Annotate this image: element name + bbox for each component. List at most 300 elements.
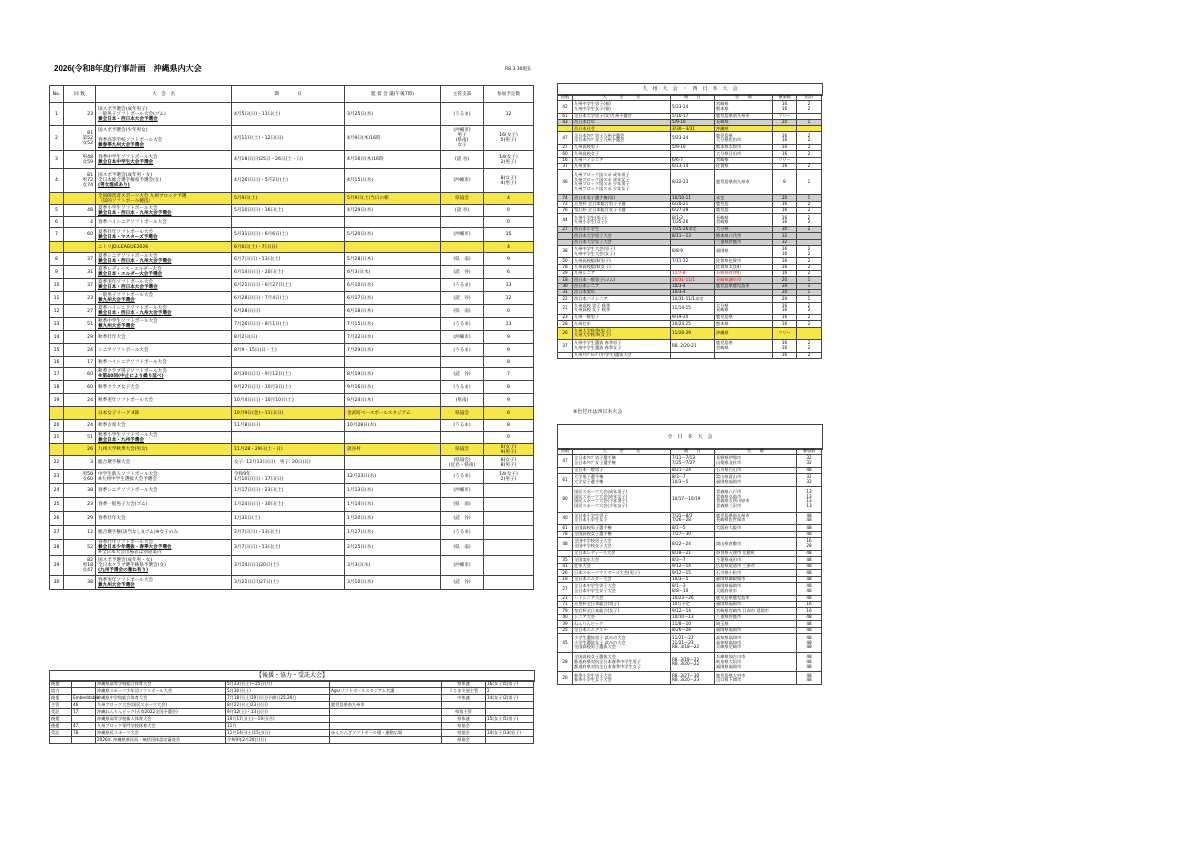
host-branch: (沖縄市)	[441, 331, 484, 344]
host-branch: (読 谷)	[441, 266, 484, 279]
zenkoku-venue: 奈良県天理市 広陵町	[715, 550, 797, 556]
expected-teams: 14(女子) 2(男子)	[484, 470, 534, 484]
schedule-row	[50, 357, 534, 368]
column-header: 会 場	[715, 449, 797, 455]
kyushu-section-title: 九 州 大 会 ・ 西 日 本 大 会	[557, 83, 823, 96]
manager-meeting: 7月15日(水)	[345, 318, 441, 331]
zenkoku-teams: 48	[797, 595, 822, 601]
zenkoku-count: 35	[558, 557, 573, 563]
manager-meeting: 5月28日(木)	[345, 253, 441, 266]
kyushu-date: 8/8-9	[671, 245, 715, 258]
manager-meeting	[345, 357, 441, 368]
kyushu-teams: 16 16	[773, 302, 797, 315]
row-number: 9	[50, 266, 64, 279]
edition-count: 12	[64, 526, 96, 540]
kyushu-date	[671, 352, 715, 358]
event-date: 6月28日(日)	[232, 305, 345, 318]
support-venue	[330, 723, 442, 730]
edition-count: 37	[64, 279, 96, 292]
kyushu-event: 九州中学生大会(男子) 九州中学生大会(女子)	[573, 245, 671, 258]
row-number	[50, 242, 64, 253]
zenkoku-event: 全日本エルダー大会	[573, 576, 671, 582]
kyushu-count: 46	[558, 170, 573, 195]
edition-count: 38	[64, 576, 96, 590]
kyushu-row	[558, 214, 822, 227]
kyushu-venue: 長崎県	[715, 119, 773, 125]
kyushu-date: 11/28-29	[671, 327, 715, 340]
support-date: 11月	[226, 723, 330, 730]
kyushu-event: 西日本壮年	[573, 119, 671, 125]
kyushu-venue: 長崎県諫早市	[715, 277, 773, 283]
support-teams	[486, 737, 534, 744]
support-type: 受託	[50, 730, 72, 737]
support-type: 主管	[50, 702, 72, 709]
event-name: 春季ハイシニアソフトボール大会	[96, 217, 232, 228]
support-venue	[330, 716, 442, 723]
event-date: 6月28日(日)・7月4日(土)	[232, 292, 345, 305]
zenkoku-teams: 32 32	[797, 455, 822, 468]
event-date	[232, 357, 345, 368]
row-number: 5	[50, 205, 64, 217]
zenkoku-teams: 48 48	[797, 672, 822, 685]
support-date: 10月17日(土)～19日(月)	[226, 716, 330, 723]
kyushu-date: 6/6-7	[671, 157, 715, 163]
schedule-row	[50, 344, 534, 357]
kyushu-venue: 未定	[715, 195, 773, 201]
zenkoku-event: 全国高校女子選手権	[573, 531, 671, 537]
kyushu-row	[558, 340, 822, 353]
row-number: 21	[50, 432, 64, 444]
event-date: 4月5日(日)・11日(土)	[232, 103, 345, 126]
column-header: 回数	[558, 95, 573, 101]
event-date	[232, 217, 345, 228]
schedule-row	[50, 407, 534, 420]
support-host: 県協会	[442, 737, 486, 744]
kyushu-date: 10/24,25	[671, 321, 715, 327]
kyushu-venue: 熊本県八代市	[715, 233, 773, 239]
zenkoku-count: 61	[558, 474, 573, 487]
edition-count: 37	[64, 253, 96, 266]
zenkoku-date: 7/31～8/3 7/26～28	[671, 512, 715, 525]
schedule-row	[50, 484, 534, 498]
zenkoku-date: 8/3～7 10/3～5	[671, 474, 715, 487]
support-venue	[330, 681, 442, 688]
row-number: 20	[50, 420, 64, 432]
event-date: 3月21日(日)27日(土)	[232, 576, 345, 590]
kyushu-venue: 佐賀県佐賀市	[715, 258, 773, 264]
zenkoku-count: 28	[558, 653, 573, 672]
kyushu-stay: 1	[797, 296, 822, 302]
zenkoku-count: 18	[558, 576, 573, 582]
kyushu-teams: 16 16	[773, 245, 797, 258]
zenkoku-date: 8/22～24	[671, 538, 715, 551]
support-venue	[330, 709, 442, 716]
expected-teams: 8(女子) 4(男子)	[484, 169, 534, 193]
zenkoku-count: 27	[558, 582, 573, 595]
zenkoku-date: 7/27～30	[671, 531, 715, 537]
support-host: 県体連	[442, 681, 486, 688]
event-name: 春季シニアソフトボール大会	[96, 484, 232, 498]
kyushu-stay: 2	[797, 145, 822, 151]
zenkoku-venue: 宮崎県宮崎市 日向市 延岡市	[715, 608, 797, 614]
zenkoku-teams: 48	[797, 563, 822, 569]
zenkoku-count: 80	[558, 486, 573, 512]
schedule-row	[50, 470, 534, 484]
row-number	[50, 193, 64, 205]
kyushu-date: 8/22-23	[671, 170, 715, 195]
support-teams: 2	[486, 688, 534, 695]
event-date: 3月14日(日)20日(土)	[232, 556, 345, 576]
row-number: 1	[50, 103, 64, 126]
manager-meeting: 4月29日(水)	[345, 205, 441, 217]
kyushu-count: 44	[558, 214, 573, 227]
zenkoku-venue: 福岡県福岡市 大阪府泉市	[715, 582, 797, 595]
event-name: 中学生新人ソフトボール大会 ※九州中学生選抜大会予選会	[96, 470, 232, 484]
support-teams: 14(女子)2(男子)	[486, 695, 534, 702]
edition-count: 17	[64, 357, 96, 368]
zenkoku-count: 25	[558, 627, 573, 633]
event-date: 6月6日(土)・7日(日)	[232, 242, 345, 253]
kyushu-stay: 2	[797, 163, 822, 169]
kyushu-count: 28	[558, 321, 573, 327]
edition-count: 51	[64, 432, 96, 444]
event-date: 6月14日(日)・20日(土)	[232, 266, 345, 279]
event-name: 夏季レディース・エルダー大会 兼全日本・エルダー大会予選会	[96, 266, 232, 279]
schedule-row	[50, 394, 534, 407]
kyushu-teams: 16 16	[773, 214, 797, 227]
kyushu-venue: 三重県鈴鹿市	[715, 239, 773, 245]
edition-count: 29	[64, 512, 96, 526]
event-date: 女子: 12月13日(日) 男子: 20日(日)	[232, 456, 345, 470]
event-date: 8月9・15日(日・土)	[232, 344, 345, 357]
row-number: 26	[50, 512, 64, 526]
row-number: 22	[50, 456, 64, 470]
support-venue	[330, 695, 442, 702]
kyushu-count	[558, 352, 573, 358]
kyushu-stay: 2	[797, 321, 822, 327]
kyushu-table	[557, 94, 822, 359]
kyushu-stay: 2	[797, 315, 822, 321]
manager-meeting: 6月18日(木)	[345, 305, 441, 318]
zenkoku-date: 8/18～21	[671, 550, 715, 556]
kyushu-teams: 16 16	[773, 101, 797, 114]
kyushu-date: 10/31-11/1未定	[671, 296, 715, 302]
kyushu-teams: 32	[773, 233, 797, 239]
edition-count	[64, 407, 96, 420]
support-date: 8月22日(土)23日(日)	[226, 702, 330, 709]
column-header: No.	[50, 86, 64, 103]
kyushu-event: 西日本一般男子(ゴム)	[573, 277, 671, 283]
event-name: ニトリJD.LEAGUE2026	[96, 242, 232, 253]
zenkoku-count: 45	[558, 634, 573, 653]
edition-count: 51	[64, 318, 96, 331]
kyushu-date: 11/14-15	[671, 302, 715, 315]
kyushu-count: 26	[558, 327, 573, 340]
zenkoku-teams: 48	[797, 550, 822, 556]
kyushu-venue: 鹿児島	[715, 201, 773, 207]
kyushu-stay: 2 2	[797, 302, 822, 315]
column-header: 大 会 名	[573, 449, 671, 455]
zenkoku-event: 全国高校女子選抜大会 都道府県対抗全日本春季中学生男子 都道府県対抗全日本春季中学生女子	[573, 653, 671, 672]
host-branch: (沖縄市)	[441, 169, 484, 193]
kyushu-event: 九州ハイシニア	[573, 157, 671, 163]
manager-meeting: 5月9日(土)当日の朝	[345, 193, 441, 205]
edition-count: 82 男18 女47	[64, 556, 96, 576]
kyushu-venue: 鹿児島県 大分県佐伯市	[715, 132, 773, 145]
manager-meeting: 3月3日(水)	[345, 556, 441, 576]
kyushu-stay: 1	[797, 195, 822, 201]
host-branch: 県協会	[441, 407, 484, 420]
support-host	[442, 702, 486, 709]
zenkoku-count: 47	[558, 455, 573, 468]
host-branch: (うるま)	[441, 470, 484, 484]
kyushu-date: 5/16-17	[671, 113, 715, 119]
kyushu-date: 5/9-10	[671, 145, 715, 151]
kyushu-teams: 16 16	[773, 132, 797, 145]
manager-meeting: 1月20日(水)	[345, 512, 441, 526]
kyushu-count: 74	[558, 195, 573, 201]
kyushu-stay: 2	[797, 226, 822, 232]
manager-meeting: 2月25日(水)	[345, 540, 441, 556]
expected-teams	[484, 512, 534, 526]
column-header: 監 督 会 議(午後7時)	[345, 86, 441, 103]
manager-meeting: 12月23日(水)	[345, 470, 441, 484]
zenkoku-event: 天皇杯全日本総合(男子)	[573, 602, 671, 608]
page-title: 2026(令和8年度)行事計画 沖縄県内大会	[54, 64, 202, 73]
edition-count: 4	[64, 217, 96, 228]
row-number: 23	[50, 470, 64, 484]
zenkoku-teams: 48 48	[797, 582, 822, 595]
kyushu-date: 7/11-12	[671, 258, 715, 264]
support-event: 沖縄ねんりんピック(天寿2022全国予選会)	[96, 709, 226, 716]
kyushu-stay	[797, 327, 822, 340]
manager-meeting: 4月9日(木)16時	[345, 126, 441, 151]
manager-meeting: 3月10日(水)	[345, 576, 441, 590]
kyushu-venue: 熊本県水俣市	[715, 145, 773, 151]
kyushu-count: 37	[558, 340, 573, 353]
manager-meeting: 金武町ベースボールスタジアム	[345, 407, 441, 420]
kyushu-date: 10/10-11	[671, 195, 715, 201]
kyushu-stay: 2 2	[797, 101, 822, 114]
zenkoku-row	[558, 455, 822, 468]
schedule-row	[50, 217, 534, 228]
host-branch	[441, 432, 484, 444]
edition-count: 男48 女59	[64, 151, 96, 169]
schedule-row	[50, 540, 534, 556]
schedule-row	[50, 266, 534, 279]
kyushu-stay: 2	[797, 151, 822, 157]
zenkoku-row	[558, 582, 822, 595]
column-header: 期 日	[232, 86, 345, 103]
zenkoku-venue: 青森県八戸市 青森県弘前市 青森県五所川原市 青森県三沢市	[715, 486, 797, 512]
zenkoku-venue: 石川県白山市	[715, 467, 797, 473]
support-row	[50, 688, 534, 695]
zenkoku-count: 40	[558, 614, 573, 620]
kyushu-teams: 8	[773, 170, 797, 195]
zenkoku-date: 9/12～14	[671, 608, 715, 614]
edition-count: 81 男72 女74	[64, 169, 96, 193]
column-header: 参加予定数	[484, 86, 534, 103]
zenkoku-venue: 鹿児島県大村市 山口県下関市	[715, 672, 797, 685]
expected-teams: 12	[484, 103, 534, 126]
zenkoku-venue: 広島県尾道市 三原市	[715, 563, 797, 569]
host-branch: (沖縄市)	[441, 228, 484, 242]
kyushu-venue: 大分県日田市	[715, 151, 773, 157]
support-event: 沖縄県中学校総合体育大会	[96, 695, 226, 702]
manager-meeting	[345, 242, 441, 253]
row-number: 29	[50, 556, 64, 576]
kyushu-date: R8. 2/20-21	[671, 340, 715, 353]
event-date: 4月18日(日)25日・26日(土・日)	[232, 151, 345, 169]
schedule-row	[50, 205, 534, 217]
event-date: 令和9年 1月10日(日)・17日(日)	[232, 470, 345, 484]
kyushu-count: 22	[558, 296, 573, 302]
kyushu-venue: 沖縄県	[715, 126, 773, 132]
manager-meeting: 1月14日(水)	[345, 498, 441, 512]
kyushu-note: ※色付けは西日本大会	[573, 409, 623, 415]
zenkoku-venue: 三重県鈴鹿市	[715, 614, 797, 620]
manager-meeting: 読谷村	[345, 444, 441, 456]
schedule-row	[50, 456, 534, 470]
event-date: 5月9日(土)	[232, 193, 345, 205]
kyushu-row	[558, 226, 822, 232]
support-type: 後援	[50, 716, 72, 723]
kyushu-stay: 2 2	[797, 214, 822, 227]
column-header: 主管支部	[441, 86, 484, 103]
support-date: 7月18日(土)19日(日)予備日25,26日	[226, 695, 330, 702]
edition-count: 31	[64, 266, 96, 279]
manager-meeting: 7月22日(水)	[345, 331, 441, 344]
edition-count: 23	[64, 292, 96, 305]
support-type: 協力	[50, 688, 72, 695]
zenkoku-teams: 48	[797, 570, 822, 576]
zenkoku-count: 21	[558, 595, 573, 601]
zenkoku-teams: 16	[797, 608, 822, 614]
kyushu-row	[558, 170, 822, 195]
kyushu-venue: 鹿児島県南九州市	[715, 170, 773, 195]
kyushu-stay: 1	[797, 277, 822, 283]
zenkoku-section-title: 全 日 本 大 会	[557, 424, 823, 450]
support-section-title: 【後援・協力・受託大会】	[49, 670, 535, 682]
zenkoku-event: 大学男子選手権 大学女子選手権	[573, 474, 671, 487]
kyushu-venue: 鹿児島	[715, 208, 773, 214]
expected-teams: 6	[484, 407, 534, 420]
row-number: 24	[50, 484, 64, 498]
zenkoku-venue: 鹿児島県南九州市 長崎県佐世保市	[715, 512, 797, 525]
host-branch: 県協会	[441, 444, 484, 456]
support-count: 46	[72, 702, 96, 709]
expected-teams	[484, 484, 534, 498]
support-row	[50, 702, 534, 709]
support-venue: ゆんたんざソフトボール場・運動広場	[330, 730, 442, 737]
kyushu-venue: 長崎県 宮崎県	[715, 214, 773, 227]
event-name: 九州大学秋季大会(男女)	[96, 444, 232, 456]
zenkoku-row	[558, 653, 822, 672]
zenkoku-count: 61	[558, 525, 573, 531]
schedule-row	[50, 305, 534, 318]
row-number: 3	[50, 151, 64, 169]
kyushu-date: 8/1-2 7/25-26	[671, 214, 715, 227]
host-branch: (県南)	[441, 394, 484, 407]
event-name: 春季壮年大会	[96, 512, 232, 526]
zenkoku-teams: 16	[797, 602, 822, 608]
event-name: 総合選手権(該当なし)(ゴム)※女子のみ	[96, 526, 232, 540]
edition-count: 23	[64, 498, 96, 512]
kyushu-row	[558, 132, 822, 145]
schedule-row	[50, 432, 534, 444]
expected-teams	[484, 556, 534, 576]
support-row	[50, 730, 534, 737]
row-number: 13	[50, 318, 64, 331]
kyushu-teams: フリー	[773, 113, 797, 119]
kyushu-teams: 16	[773, 208, 797, 214]
kyushu-event: 西日本実年	[573, 289, 671, 295]
schedule-row	[50, 103, 534, 126]
row-number: 28	[50, 540, 64, 556]
kyushu-count: 42	[558, 101, 573, 114]
host-branch: (うるま)	[441, 526, 484, 540]
kyushu-venue	[715, 352, 773, 358]
row-number: 4	[50, 169, 64, 193]
zenkoku-date: 9/12～14	[671, 563, 715, 569]
expected-teams: 13	[484, 318, 534, 331]
host-branch: (うるま)	[441, 420, 484, 432]
event-name: 国スポ予選会(成年男子) 一般男子ソフトボール大会(ゴム) 兼全日本・西日本大会予選会	[96, 103, 232, 126]
zenkoku-venue: 埼玉県	[715, 621, 797, 627]
zenkoku-teams: 48 48 48	[797, 653, 822, 672]
support-host: 県協会	[442, 730, 486, 737]
zenkoku-event: ねんりんピック	[573, 621, 671, 627]
support-count	[72, 688, 96, 695]
kyushu-count: 38	[558, 245, 573, 258]
kyushu-event: 九州一般男子	[573, 315, 671, 321]
expected-teams	[484, 540, 534, 556]
manager-meeting: 6月17日(水)	[345, 292, 441, 305]
kyushu-stay: 1	[797, 283, 822, 289]
event-date: 1月24日(日)・30日(土)	[232, 498, 345, 512]
kyushu-row	[558, 352, 822, 358]
kyushu-date: 5/23-24	[671, 132, 715, 145]
expected-teams: 7	[484, 368, 534, 381]
kyushu-teams: 20	[773, 277, 797, 283]
kyushu-venue: 鹿児島県鹿児島市	[715, 283, 773, 289]
event-name: 春季実年ソフトボール大会 兼九州大会予選会	[96, 576, 232, 590]
kyushu-stay: 1	[797, 119, 822, 125]
row-number: 14	[50, 331, 64, 344]
zenkoku-venue: 福岡県福岡市	[715, 627, 797, 633]
expected-teams	[484, 576, 534, 590]
kyushu-count: 50	[558, 258, 573, 264]
event-date: 5月10日(日)・16日(土)	[232, 205, 345, 217]
kyushu-teams: 20	[773, 283, 797, 289]
manager-meeting	[345, 217, 441, 228]
schedule-row	[50, 444, 534, 456]
kyushu-count: 78	[558, 264, 573, 270]
edition-count: 60	[64, 228, 96, 242]
support-date: 5月23日(土)～25日(月)	[226, 681, 330, 688]
schedule-row	[50, 228, 534, 242]
zenkoku-date: 8/1～3 8/8～10	[671, 582, 715, 595]
manager-meeting: 10月28日(水)	[345, 420, 441, 432]
kyushu-date: 6/27-28	[671, 208, 715, 214]
kyushu-stay: 2	[797, 271, 822, 277]
zenkoku-event: 全日本中学生男子大会 全日本中学生女子大会	[573, 582, 671, 595]
zenkoku-venue: 大阪府大阪市	[715, 525, 797, 531]
zenkoku-event: 全日本レディース大会	[573, 550, 671, 556]
row-number: 16	[50, 357, 64, 368]
support-event: 沖縄県高等学校新人体育大会	[96, 716, 226, 723]
zenkoku-count: 39	[558, 621, 573, 627]
